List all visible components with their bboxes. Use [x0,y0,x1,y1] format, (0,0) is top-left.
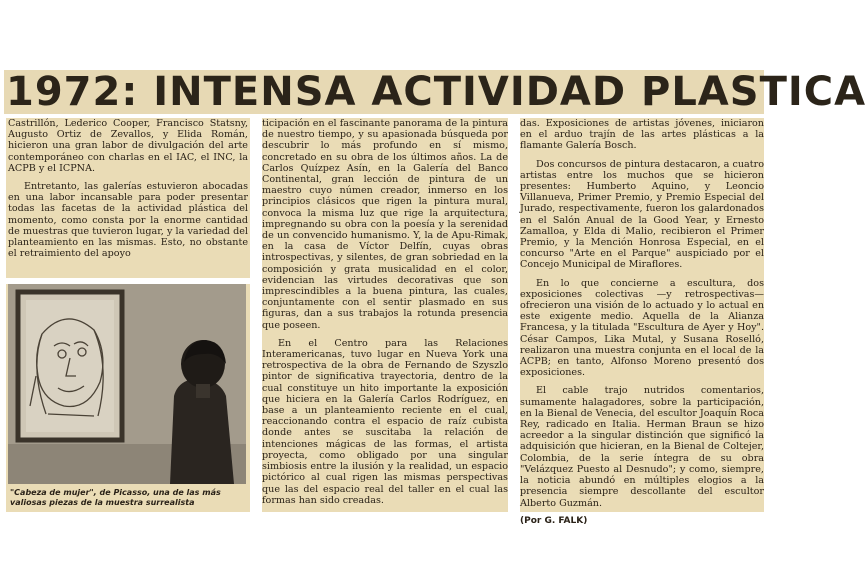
column-3 [520,118,764,526]
col1-paragraph-2: Entretanto, las galerías estuvieron abocadas en una labor incansable para poder presentar todas las facetas de la actividad plástica del momento, como consta por la enorme cantidad de muestras que tuvieron lugar, y la variedad del planteamiento en las mismas. Esto, no obstante el retraimiento del apoyo [8,181,248,260]
col3-paragraph-2: Dos concursos de pintura destacaron, a cuatro artistas entre los muchos que se hicieron presentes: Humberto Aquino, y Leoncio Villanueva, Primer Premio, y Premio Especial del Jurado, respectivamente, fueron los galardonados en el Salón Anual de la Good Year, y Ernesto Zamalloa, y Elda di Malio, recibieron el Primer Premio, y la Mención Honrosa Especial, en el concurso "Arte en el Parque" auspiciado por el Concejo Municipal de Miraflores. [520,158,764,271]
headline: 1972: INTENSA ACTIVIDAD PLASTICA [6,69,866,115]
col2-paragraph-1: ticipación en el fascinante panorama de la pintura de nuestro tiempo, y su apasionada búsqueda por descubrir lo más profundo en sí mismo, concretado en su obra de los últimos años. La de Carlos Quízpez Asín, en la Galería del Banco Continental, gran lección de pintura de un maestro cuyo númen creador, inmerso en los principios clásicos que rigen la pintura mural, convoca la misma luz que rige la arquitectura, impregnando su obra con la poesía y la serenidad de un convencido humanismo. Y, la de Apu-Rimak, en la casa de Víctor Delfín, cuyas obras introspectivas, y silentes, de gran sobriedad en la composición y grata musicalidad en el color, evidencian las virtudes decorativas que son imprescindibles a la buena pintura, las cuales, conjuntamente con el sentir plasmado en sus figuras, dan a sus trabajos la rotunda presencia que poseen. [262,118,508,331]
photo-caption: "Cabeza de mujer", de Picasso, una de las más valiosas piezas de la muestra surrealista [10,488,221,507]
photo-picasso-cabeza-de-mujer [8,284,246,484]
col2-paragraph-2: En el Centro para las Relaciones Interamericanas, tuvo lugar en Nueva York una retrospectiva de la obra de Fernando de Szyszlo pintor de significativa trayectoria, dentro de la cual constituye un hito importante la exposición que hiciera en la Galería Carlos Rodríguez, en base a un planteamiento reciente en el cual, reaccionando contra el espacio de raíz cubista donde antes se suscitaba la relación de intenciones mágicas de las formas, el artista proyecta, como obligado por una singular simbiosis entre la ilusión y la realidad, un espacio pictórico al cual rigen las mismas perspectivas que las del espacio real del taller en el cual las formas han sido creadas. [262,337,508,506]
column-2 [262,118,508,512]
photo-illustration [8,284,246,484]
col3-paragraph-1: das. Exposiciones de artistas jóvenes, iniciaron en el arduo trajín de las artes plásticas a la flamante Galería Bosch. [520,118,764,152]
byline: (Por G. FALK) [520,515,588,526]
col3-paragraph-3: En lo que concierne a escultura, dos exposiciones colectivas —y retrospectivas— ofrecieron una visión de lo actuado y lo actual en este exigente medio. Aquella de la Alianza Francesa, y la titulada "Escultura de Ayer y Hoy". César Campos, Lika Mutal, y Susana Roselló, realizaron una muestra conjunta en el local de la ACPB; en tanto, Alfonso Moreno presentó dos exposiciones. [520,277,764,379]
headline-banner [4,69,866,115]
col3-paragraph-4: El cable trajo nutridos comentarios, sumamente halagadores, sobre la participación, en la Bienal de Venecia, del escultor Joaquín Roca Rey, radicado en Italia. Herman Braun se hizo acreedor a la singular distinción que significó la adquisición que hicieran, en la Bienal de Coltejer, Colombia, de la serie íntegra de su obra "Velázquez Puesto al Desnudo"; y como, siempre, la noticia abundó en múltiples elogios a la presencia siempre descollante del escultor Alberto Guzmán. [520,385,764,509]
photo-block [6,284,250,512]
col1-paragraph-1: Castrillón, Lederico Cooper, Francisco Statsny, Augusto Ortiz de Zevallos, y Elida Román, hicieron una gran labor de divulgación del arte contemporáneo con charlas en el IAC, el INC, la ACPB y el ICPNA. [8,118,248,174]
column-1 [6,118,250,278]
